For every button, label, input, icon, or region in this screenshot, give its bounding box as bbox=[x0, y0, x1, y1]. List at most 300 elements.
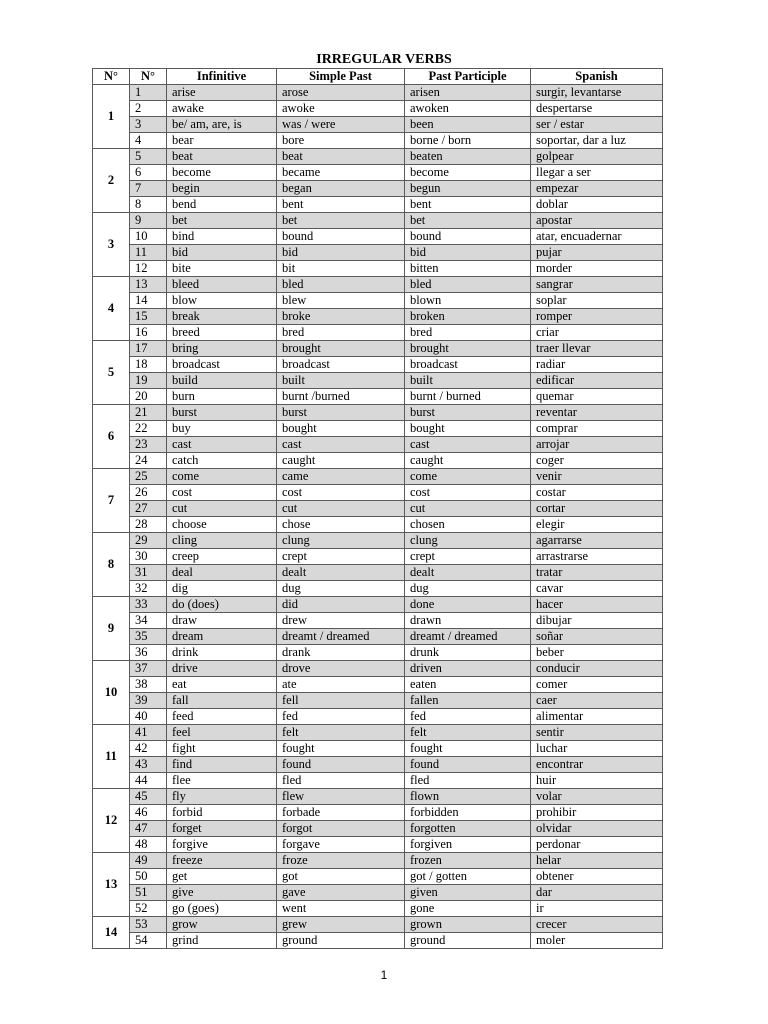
infinitive-cell: burst bbox=[167, 405, 277, 421]
spanish-cell: morder bbox=[531, 261, 663, 277]
simple-past-cell: burst bbox=[277, 405, 405, 421]
table-row bbox=[93, 517, 663, 533]
past-participle-cell: done bbox=[405, 597, 531, 613]
infinitive-cell: get bbox=[167, 869, 277, 885]
table-row bbox=[93, 245, 663, 261]
infinitive-cell: broadcast bbox=[167, 357, 277, 373]
infinitive-cell: breed bbox=[167, 325, 277, 341]
group-number: 9 bbox=[93, 597, 130, 661]
spanish-cell: dibujar bbox=[531, 613, 663, 629]
verb-number: 48 bbox=[130, 837, 167, 853]
infinitive-cell: freeze bbox=[167, 853, 277, 869]
header-past-participle: Past Participle bbox=[405, 69, 531, 85]
simple-past-cell: fell bbox=[277, 693, 405, 709]
verb-number: 16 bbox=[130, 325, 167, 341]
past-participle-cell: fallen bbox=[405, 693, 531, 709]
simple-past-cell: dreamt / dreamed bbox=[277, 629, 405, 645]
verb-number: 24 bbox=[130, 453, 167, 469]
past-participle-cell: caught bbox=[405, 453, 531, 469]
infinitive-cell: forgive bbox=[167, 837, 277, 853]
table-header-row bbox=[93, 69, 663, 85]
simple-past-cell: found bbox=[277, 757, 405, 773]
simple-past-cell: drove bbox=[277, 661, 405, 677]
simple-past-cell: forbade bbox=[277, 805, 405, 821]
past-participle-cell: bought bbox=[405, 421, 531, 437]
infinitive-cell: buy bbox=[167, 421, 277, 437]
infinitive-cell: fly bbox=[167, 789, 277, 805]
spanish-cell: obtener bbox=[531, 869, 663, 885]
infinitive-cell: fall bbox=[167, 693, 277, 709]
infinitive-cell: catch bbox=[167, 453, 277, 469]
group-number: 11 bbox=[93, 725, 130, 789]
past-participle-cell: got / gotten bbox=[405, 869, 531, 885]
simple-past-cell: fought bbox=[277, 741, 405, 757]
past-participle-cell: fled bbox=[405, 773, 531, 789]
spanish-cell: apostar bbox=[531, 213, 663, 229]
simple-past-cell: cost bbox=[277, 485, 405, 501]
infinitive-cell: bleed bbox=[167, 277, 277, 293]
infinitive-cell: cast bbox=[167, 437, 277, 453]
past-participle-cell: brought bbox=[405, 341, 531, 357]
past-participle-cell: crept bbox=[405, 549, 531, 565]
spanish-cell: ser / estar bbox=[531, 117, 663, 133]
infinitive-cell: grow bbox=[167, 917, 277, 933]
past-participle-cell: burst bbox=[405, 405, 531, 421]
table-row bbox=[93, 901, 663, 917]
past-participle-cell: awoken bbox=[405, 101, 531, 117]
verb-number: 25 bbox=[130, 469, 167, 485]
infinitive-cell: bite bbox=[167, 261, 277, 277]
verb-number: 33 bbox=[130, 597, 167, 613]
past-participle-cell: fed bbox=[405, 709, 531, 725]
past-participle-cell: gone bbox=[405, 901, 531, 917]
spanish-cell: encontrar bbox=[531, 757, 663, 773]
infinitive-cell: become bbox=[167, 165, 277, 181]
header-spanish: Spanish bbox=[531, 69, 663, 85]
verb-number: 30 bbox=[130, 549, 167, 565]
infinitive-cell: forget bbox=[167, 821, 277, 837]
simple-past-cell: was / were bbox=[277, 117, 405, 133]
header-infinitive: Infinitive bbox=[167, 69, 277, 85]
verb-number: 32 bbox=[130, 581, 167, 597]
verb-number: 23 bbox=[130, 437, 167, 453]
table-row bbox=[93, 133, 663, 149]
past-participle-cell: bet bbox=[405, 213, 531, 229]
past-participle-cell: bred bbox=[405, 325, 531, 341]
table-row bbox=[93, 389, 663, 405]
verb-number: 53 bbox=[130, 917, 167, 933]
verb-number: 41 bbox=[130, 725, 167, 741]
table-row bbox=[93, 85, 663, 101]
simple-past-cell: bent bbox=[277, 197, 405, 213]
infinitive-cell: be/ am, are, is bbox=[167, 117, 277, 133]
past-participle-cell: built bbox=[405, 373, 531, 389]
table-row bbox=[93, 693, 663, 709]
past-participle-cell: cut bbox=[405, 501, 531, 517]
simple-past-cell: beat bbox=[277, 149, 405, 165]
infinitive-cell: fight bbox=[167, 741, 277, 757]
spanish-cell: arrojar bbox=[531, 437, 663, 453]
verb-number: 37 bbox=[130, 661, 167, 677]
table-row bbox=[93, 613, 663, 629]
verb-number: 50 bbox=[130, 869, 167, 885]
past-participle-cell: cast bbox=[405, 437, 531, 453]
past-participle-cell: felt bbox=[405, 725, 531, 741]
table-row bbox=[93, 933, 663, 949]
group-number: 6 bbox=[93, 405, 130, 469]
group-number: 12 bbox=[93, 789, 130, 853]
table-row bbox=[93, 645, 663, 661]
table-row bbox=[93, 789, 663, 805]
verb-number: 39 bbox=[130, 693, 167, 709]
verb-number: 47 bbox=[130, 821, 167, 837]
simple-past-cell: dug bbox=[277, 581, 405, 597]
verb-number: 4 bbox=[130, 133, 167, 149]
simple-past-cell: crept bbox=[277, 549, 405, 565]
simple-past-cell: became bbox=[277, 165, 405, 181]
past-participle-cell: forgotten bbox=[405, 821, 531, 837]
header-group-number: N° bbox=[93, 69, 130, 85]
spanish-cell: sangrar bbox=[531, 277, 663, 293]
infinitive-cell: do (does) bbox=[167, 597, 277, 613]
verb-number: 49 bbox=[130, 853, 167, 869]
spanish-cell: costar bbox=[531, 485, 663, 501]
verb-number: 2 bbox=[130, 101, 167, 117]
verb-number: 10 bbox=[130, 229, 167, 245]
page-title: IRREGULAR VERBS bbox=[316, 52, 452, 67]
spanish-cell: llegar a ser bbox=[531, 165, 663, 181]
verb-number: 20 bbox=[130, 389, 167, 405]
infinitive-cell: arise bbox=[167, 85, 277, 101]
spanish-cell: surgir, levantarse bbox=[531, 85, 663, 101]
spanish-cell: huir bbox=[531, 773, 663, 789]
infinitive-cell: find bbox=[167, 757, 277, 773]
group-number: 10 bbox=[93, 661, 130, 725]
infinitive-cell: dream bbox=[167, 629, 277, 645]
spanish-cell: volar bbox=[531, 789, 663, 805]
table-row bbox=[93, 469, 663, 485]
past-participle-cell: forbidden bbox=[405, 805, 531, 821]
table-row bbox=[93, 405, 663, 421]
table-row bbox=[93, 677, 663, 693]
verb-number: 7 bbox=[130, 181, 167, 197]
past-participle-cell: eaten bbox=[405, 677, 531, 693]
spanish-cell: coger bbox=[531, 453, 663, 469]
past-participle-cell: broadcast bbox=[405, 357, 531, 373]
simple-past-cell: brought bbox=[277, 341, 405, 357]
past-participle-cell: fought bbox=[405, 741, 531, 757]
spanish-cell: radiar bbox=[531, 357, 663, 373]
verb-number: 26 bbox=[130, 485, 167, 501]
past-participle-cell: dealt bbox=[405, 565, 531, 581]
table-row bbox=[93, 533, 663, 549]
verb-number: 29 bbox=[130, 533, 167, 549]
spanish-cell: soportar, dar a luz bbox=[531, 133, 663, 149]
group-number: 1 bbox=[93, 85, 130, 149]
simple-past-cell: forgave bbox=[277, 837, 405, 853]
verb-number: 5 bbox=[130, 149, 167, 165]
verb-number: 45 bbox=[130, 789, 167, 805]
infinitive-cell: feel bbox=[167, 725, 277, 741]
spanish-cell: atar, encuadernar bbox=[531, 229, 663, 245]
simple-past-cell: froze bbox=[277, 853, 405, 869]
verb-number: 22 bbox=[130, 421, 167, 437]
simple-past-cell: cut bbox=[277, 501, 405, 517]
verb-number: 46 bbox=[130, 805, 167, 821]
past-participle-cell: frozen bbox=[405, 853, 531, 869]
past-participle-cell: bid bbox=[405, 245, 531, 261]
group-number: 3 bbox=[93, 213, 130, 277]
infinitive-cell: burn bbox=[167, 389, 277, 405]
past-participle-cell: driven bbox=[405, 661, 531, 677]
past-participle-cell: forgiven bbox=[405, 837, 531, 853]
past-participle-cell: blown bbox=[405, 293, 531, 309]
infinitive-cell: break bbox=[167, 309, 277, 325]
past-participle-cell: cost bbox=[405, 485, 531, 501]
past-participle-cell: drunk bbox=[405, 645, 531, 661]
table-row bbox=[93, 629, 663, 645]
spanish-cell: criar bbox=[531, 325, 663, 341]
table-row bbox=[93, 549, 663, 565]
verb-number: 6 bbox=[130, 165, 167, 181]
infinitive-cell: cost bbox=[167, 485, 277, 501]
verb-number: 27 bbox=[130, 501, 167, 517]
spanish-cell: hacer bbox=[531, 597, 663, 613]
spanish-cell: elegir bbox=[531, 517, 663, 533]
spanish-cell: comer bbox=[531, 677, 663, 693]
spanish-cell: arrastrarse bbox=[531, 549, 663, 565]
simple-past-cell: drew bbox=[277, 613, 405, 629]
simple-past-cell: broadcast bbox=[277, 357, 405, 373]
simple-past-cell: bled bbox=[277, 277, 405, 293]
table-row bbox=[93, 853, 663, 869]
spanish-cell: venir bbox=[531, 469, 663, 485]
simple-past-cell: bought bbox=[277, 421, 405, 437]
infinitive-cell: blow bbox=[167, 293, 277, 309]
spanish-cell: perdonar bbox=[531, 837, 663, 853]
spanish-cell: dar bbox=[531, 885, 663, 901]
spanish-cell: luchar bbox=[531, 741, 663, 757]
infinitive-cell: give bbox=[167, 885, 277, 901]
past-participle-cell: dreamt / dreamed bbox=[405, 629, 531, 645]
infinitive-cell: beat bbox=[167, 149, 277, 165]
simple-past-cell: broke bbox=[277, 309, 405, 325]
table-row bbox=[93, 741, 663, 757]
simple-past-cell: went bbox=[277, 901, 405, 917]
table-row bbox=[93, 485, 663, 501]
verb-number: 40 bbox=[130, 709, 167, 725]
verb-number: 51 bbox=[130, 885, 167, 901]
simple-past-cell: ate bbox=[277, 677, 405, 693]
group-number: 8 bbox=[93, 533, 130, 597]
simple-past-cell: arose bbox=[277, 85, 405, 101]
past-participle-cell: come bbox=[405, 469, 531, 485]
infinitive-cell: draw bbox=[167, 613, 277, 629]
spanish-cell: pujar bbox=[531, 245, 663, 261]
group-number: 5 bbox=[93, 341, 130, 405]
table-row bbox=[93, 709, 663, 725]
table-row bbox=[93, 453, 663, 469]
spanish-cell: quemar bbox=[531, 389, 663, 405]
spanish-cell: moler bbox=[531, 933, 663, 949]
table-row bbox=[93, 805, 663, 821]
verb-number: 35 bbox=[130, 629, 167, 645]
infinitive-cell: bend bbox=[167, 197, 277, 213]
past-participle-cell: bled bbox=[405, 277, 531, 293]
spanish-cell: alimentar bbox=[531, 709, 663, 725]
table-row bbox=[93, 597, 663, 613]
simple-past-cell: flew bbox=[277, 789, 405, 805]
verb-number: 9 bbox=[130, 213, 167, 229]
verb-number: 42 bbox=[130, 741, 167, 757]
past-participle-cell: given bbox=[405, 885, 531, 901]
simple-past-cell: forgot bbox=[277, 821, 405, 837]
table-row bbox=[93, 885, 663, 901]
table-row bbox=[93, 213, 663, 229]
verb-number: 11 bbox=[130, 245, 167, 261]
past-participle-cell: found bbox=[405, 757, 531, 773]
verb-number: 52 bbox=[130, 901, 167, 917]
simple-past-cell: fed bbox=[277, 709, 405, 725]
past-participle-cell: beaten bbox=[405, 149, 531, 165]
spanish-cell: tratar bbox=[531, 565, 663, 581]
verb-number: 19 bbox=[130, 373, 167, 389]
infinitive-cell: come bbox=[167, 469, 277, 485]
infinitive-cell: deal bbox=[167, 565, 277, 581]
infinitive-cell: cling bbox=[167, 533, 277, 549]
verb-number: 43 bbox=[130, 757, 167, 773]
spanish-cell: romper bbox=[531, 309, 663, 325]
simple-past-cell: dealt bbox=[277, 565, 405, 581]
header-verb-number: N° bbox=[130, 69, 167, 85]
spanish-cell: caer bbox=[531, 693, 663, 709]
past-participle-cell: begun bbox=[405, 181, 531, 197]
table-row bbox=[93, 869, 663, 885]
table-row bbox=[93, 309, 663, 325]
table-row bbox=[93, 773, 663, 789]
simple-past-cell: came bbox=[277, 469, 405, 485]
past-participle-cell: flown bbox=[405, 789, 531, 805]
table-row bbox=[93, 917, 663, 933]
table-row bbox=[93, 725, 663, 741]
simple-past-cell: gave bbox=[277, 885, 405, 901]
spanish-cell: ir bbox=[531, 901, 663, 917]
table-row bbox=[93, 277, 663, 293]
infinitive-cell: forbid bbox=[167, 805, 277, 821]
past-participle-cell: bitten bbox=[405, 261, 531, 277]
simple-past-cell: got bbox=[277, 869, 405, 885]
table-row bbox=[93, 229, 663, 245]
past-participle-cell: become bbox=[405, 165, 531, 181]
table-row bbox=[93, 821, 663, 837]
infinitive-cell: bring bbox=[167, 341, 277, 357]
verb-number: 28 bbox=[130, 517, 167, 533]
past-participle-cell: borne / born bbox=[405, 133, 531, 149]
spanish-cell: helar bbox=[531, 853, 663, 869]
spanish-cell: cortar bbox=[531, 501, 663, 517]
infinitive-cell: bet bbox=[167, 213, 277, 229]
simple-past-cell: began bbox=[277, 181, 405, 197]
infinitive-cell: choose bbox=[167, 517, 277, 533]
simple-past-cell: burnt /burned bbox=[277, 389, 405, 405]
infinitive-cell: flee bbox=[167, 773, 277, 789]
table-row bbox=[93, 837, 663, 853]
group-number: 4 bbox=[93, 277, 130, 341]
simple-past-cell: drank bbox=[277, 645, 405, 661]
page-number: 1 bbox=[380, 968, 388, 982]
simple-past-cell: cast bbox=[277, 437, 405, 453]
verb-number: 36 bbox=[130, 645, 167, 661]
table-row bbox=[93, 501, 663, 517]
irregular-verbs-table bbox=[92, 68, 663, 949]
spanish-cell: olvidar bbox=[531, 821, 663, 837]
infinitive-cell: dig bbox=[167, 581, 277, 597]
simple-past-cell: blew bbox=[277, 293, 405, 309]
spanish-cell: sentir bbox=[531, 725, 663, 741]
table-row bbox=[93, 565, 663, 581]
simple-past-cell: did bbox=[277, 597, 405, 613]
past-participle-cell: clung bbox=[405, 533, 531, 549]
infinitive-cell: grind bbox=[167, 933, 277, 949]
verb-number: 31 bbox=[130, 565, 167, 581]
infinitive-cell: bear bbox=[167, 133, 277, 149]
past-participle-cell: chosen bbox=[405, 517, 531, 533]
verb-number: 34 bbox=[130, 613, 167, 629]
table-row bbox=[93, 117, 663, 133]
simple-past-cell: bet bbox=[277, 213, 405, 229]
spanish-cell: doblar bbox=[531, 197, 663, 213]
simple-past-cell: chose bbox=[277, 517, 405, 533]
table-row bbox=[93, 261, 663, 277]
past-participle-cell: drawn bbox=[405, 613, 531, 629]
simple-past-cell: built bbox=[277, 373, 405, 389]
infinitive-cell: go (goes) bbox=[167, 901, 277, 917]
past-participle-cell: grown bbox=[405, 917, 531, 933]
simple-past-cell: grew bbox=[277, 917, 405, 933]
infinitive-cell: eat bbox=[167, 677, 277, 693]
past-participle-cell: bent bbox=[405, 197, 531, 213]
table-row bbox=[93, 373, 663, 389]
spanish-cell: comprar bbox=[531, 421, 663, 437]
simple-past-cell: bid bbox=[277, 245, 405, 261]
infinitive-cell: build bbox=[167, 373, 277, 389]
verb-number: 44 bbox=[130, 773, 167, 789]
spanish-cell: crecer bbox=[531, 917, 663, 933]
spanish-cell: cavar bbox=[531, 581, 663, 597]
simple-past-cell: awoke bbox=[277, 101, 405, 117]
table-row bbox=[93, 341, 663, 357]
simple-past-cell: fled bbox=[277, 773, 405, 789]
infinitive-cell: cut bbox=[167, 501, 277, 517]
verb-number: 1 bbox=[130, 85, 167, 101]
verb-number: 13 bbox=[130, 277, 167, 293]
simple-past-cell: clung bbox=[277, 533, 405, 549]
infinitive-cell: feed bbox=[167, 709, 277, 725]
table-row bbox=[93, 325, 663, 341]
spanish-cell: edificar bbox=[531, 373, 663, 389]
table-row bbox=[93, 293, 663, 309]
verb-number: 21 bbox=[130, 405, 167, 421]
infinitive-cell: drive bbox=[167, 661, 277, 677]
simple-past-cell: bound bbox=[277, 229, 405, 245]
past-participle-cell: arisen bbox=[405, 85, 531, 101]
table-row bbox=[93, 149, 663, 165]
table-row bbox=[93, 165, 663, 181]
past-participle-cell: ground bbox=[405, 933, 531, 949]
infinitive-cell: creep bbox=[167, 549, 277, 565]
table-row bbox=[93, 421, 663, 437]
table-row bbox=[93, 357, 663, 373]
